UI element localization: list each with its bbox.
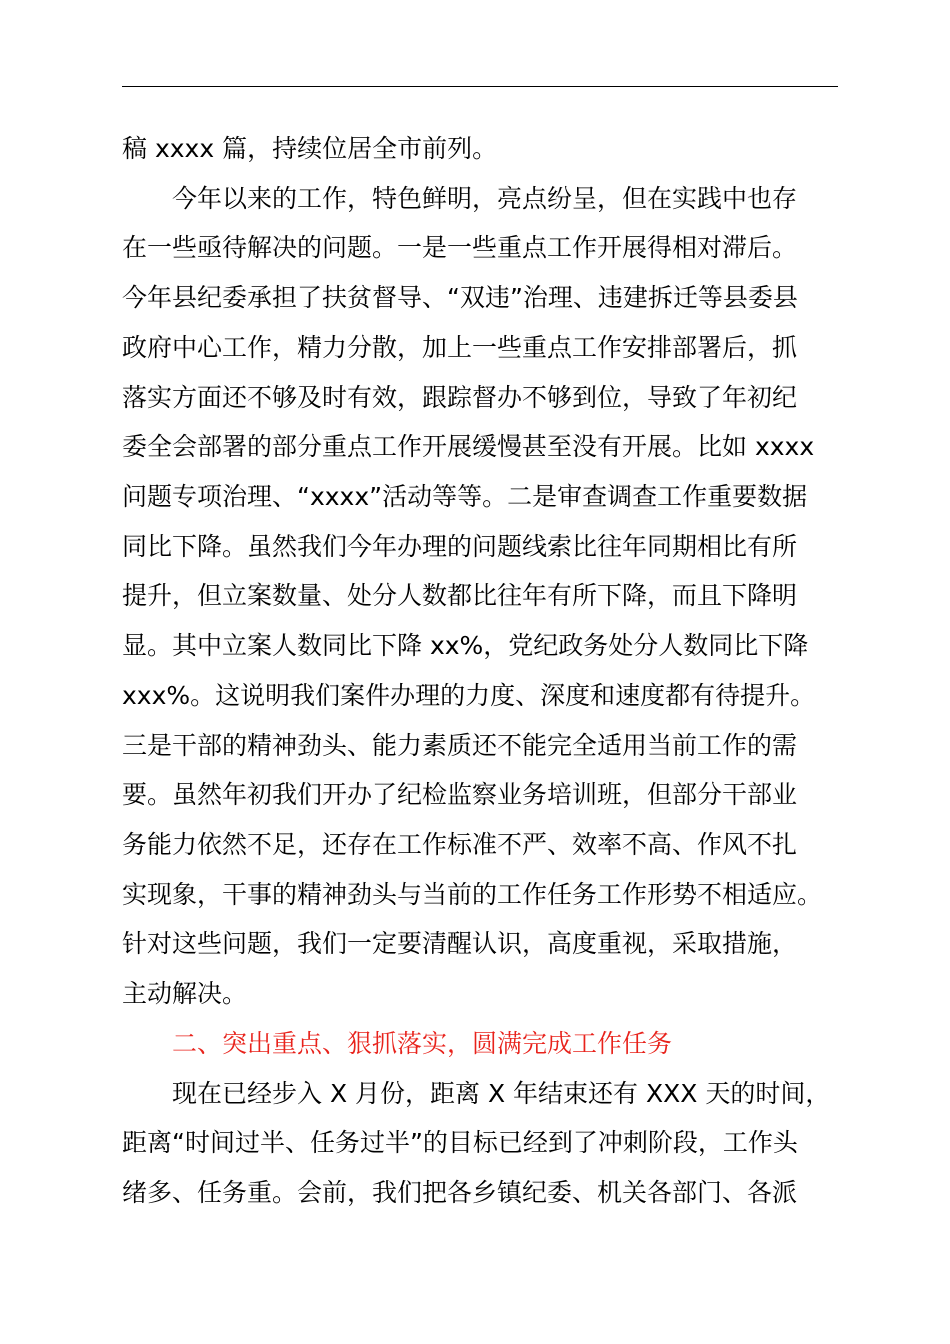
text-line: 要。虽然年初我们开办了纪检监察业务培训班，但部分干部业 — [122, 780, 798, 809]
text-line: 绪多、任务重。会前，我们把各乡镇纪委、机关各部门、各派 — [122, 1178, 798, 1207]
paragraph-start-line: 现在已经步入 X 月份，距离 X 年结束还有 XXX 天的时间， — [172, 1079, 831, 1108]
text-line: 务能力依然不足，还存在工作标准不严、效率不高、作风不扎 — [122, 830, 798, 859]
text-line: xxx%。这说明我们案件办理的力度、深度和速度都有待提升。 — [122, 681, 816, 710]
text-line: 今年县纪委承担了扶贫督导、“双违”治理、违建拆迁等县委县 — [122, 283, 798, 312]
text-line: 稿 xxxx 篇，持续位居全市前列。 — [122, 134, 498, 163]
header-rule — [122, 86, 838, 87]
text-line: 三是干部的精神劲头、能力素质还不能完全适用当前工作的需 — [122, 731, 798, 760]
text-line: 在一些亟待解决的问题。一是一些重点工作开展得相对滞后。 — [122, 233, 798, 262]
text-line: 问题专项治理、“xxxx”活动等等。二是审查调查工作重要数据 — [122, 482, 808, 511]
text-line: 同比下降。虽然我们今年办理的问题线索比往年同期相比有所 — [122, 532, 798, 561]
text-line: 提升，但立案数量、处分人数都比往年有所下降，而且下降明 — [122, 581, 798, 610]
text-line: 主动解决。 — [122, 979, 248, 1008]
paragraph-start-line: 今年以来的工作，特色鲜明，亮点纷呈，但在实践中也存 — [172, 184, 798, 213]
text-line: 政府中心工作，精力分散，加上一些重点工作安排部署后，抓 — [122, 333, 798, 362]
section-heading: 二、突出重点、狠抓落实，圆满完成工作任务 — [172, 1029, 673, 1058]
text-line: 距离“时间过半、任务过半”的目标已经到了冲刺阶段，工作头 — [122, 1128, 798, 1157]
text-line: 显。其中立案人数同比下降 xx%，党纪政务处分人数同比下降 — [122, 631, 809, 660]
text-line: 针对这些问题，我们一定要清醒认识，高度重视，采取措施， — [122, 929, 798, 958]
text-line: 实现象，干事的精神劲头与当前的工作任务工作形势不相适应。 — [122, 880, 823, 909]
text-line: 落实方面还不够及时有效，跟踪督办不够到位，导致了年初纪 — [122, 383, 798, 412]
text-line: 委全会部署的部分重点工作开展缓慢甚至没有开展。比如 xxxx — [122, 432, 815, 461]
